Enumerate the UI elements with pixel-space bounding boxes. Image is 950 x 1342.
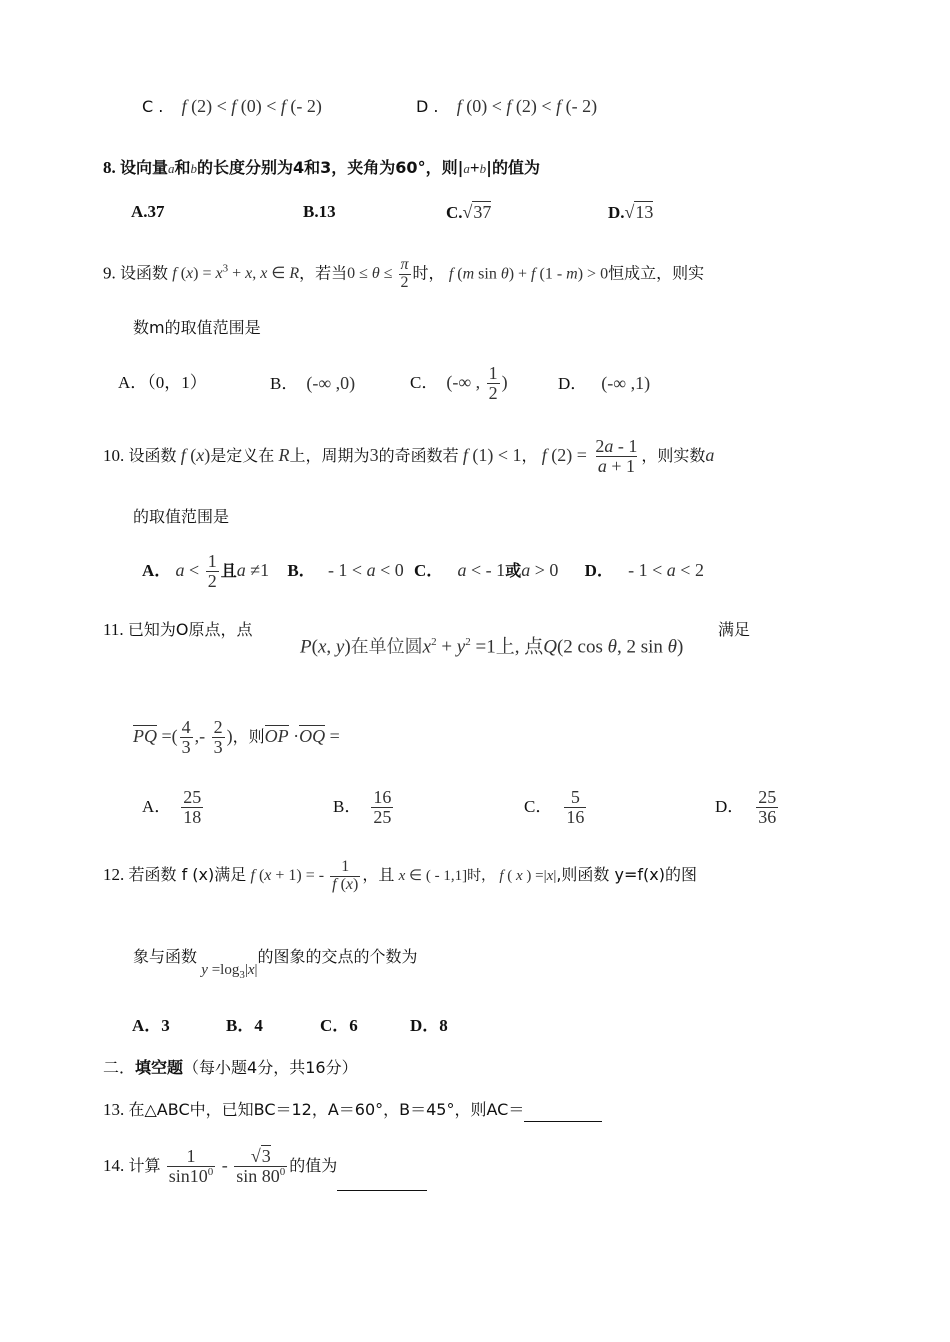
q14-lead: 计算 [128, 1156, 161, 1175]
q13-text: 在△ABC中，已知BC＝12，A＝60°，B＝45°，则AC＝ [128, 1100, 525, 1119]
q8-option-b: B.13 [303, 202, 336, 221]
q9-mid1: ，若当 [299, 263, 348, 283]
q12-option-b: B．4 [226, 1016, 263, 1035]
q13-answer-blank[interactable] [524, 1103, 602, 1122]
q8-option-a: A.37 [131, 202, 165, 221]
section2-heading [103, 1056, 358, 1080]
q10-t4: ， [521, 446, 538, 465]
q10-number: 10. [103, 446, 125, 465]
section2-num: 二． [103, 1058, 136, 1077]
q12-line2b: 的图象的交点的个数为 [257, 947, 418, 966]
q12-lead: 若函数 f (x)满足 [128, 865, 247, 884]
q8-option-c: C.√37 [446, 202, 492, 222]
q9-number: 9. [103, 263, 116, 283]
q10-option-a-label: A． [142, 561, 172, 580]
q9-option-b: B． (-∞ ,0) [270, 373, 356, 393]
q8-stem: 8. 设向量a和b的长度分别为4和3，夹角为60°，则|a+b|的值为 [103, 158, 540, 177]
q12-option-d: D．8 [410, 1016, 448, 1035]
q12-t2: 时， [467, 868, 496, 884]
q10-and: 且 [220, 561, 237, 580]
q11-option-c: C． $\frac{5}{16}$ [524, 787, 585, 828]
q14-tail: 的值为 [289, 1156, 338, 1175]
q8-text-a: 设向量 [120, 158, 169, 177]
q10-line2: 的取值范围是 [133, 507, 230, 526]
q9-tail: 恒成立，则实 [608, 263, 705, 283]
q11-lead: 已知为O原点，点 [127, 620, 253, 639]
q11-option-d: D． $\frac{25}{36}$ [715, 787, 777, 828]
q9-option-c-label: C． [410, 373, 439, 392]
q14 [103, 1140, 427, 1191]
q10-stem: 10. 设函数 f (x)是定义在 R上，周期为3的奇函数若 f (1) < 1， f (2) = $\frac{2a - 1}{a + 1}$ ，则实数a [103, 436, 715, 477]
q10-options: A． a < $\frac{1}{2}$ 且a ≠1 B． - 1 < a < 0 C． a < - 1或a > 0 D． - 1 < a < 2 [142, 551, 704, 592]
q7-option-d-formula: f (0) < f (2) < f (- 2) [456, 96, 598, 116]
q10-option-c-label: C． [414, 561, 444, 580]
q11-option-a: A． $\frac{25}{18}$ [142, 787, 202, 828]
q7-option-d-label: D . [416, 97, 439, 116]
q8-number: 8. [103, 158, 116, 177]
q11-formula: P(x, y)在单位圆$x^2 + y^2 =1$上, 点Q(2 cos θ, 2 sin θ) [300, 636, 684, 658]
q11-vector-eq: PQ =( $\frac{4}{3}$ ,- $\frac{2}{3}$ )，则OP ·OQ = [133, 717, 340, 758]
q10-or: 或 [505, 561, 522, 580]
q11-number: 11. [103, 620, 124, 639]
q9-option-c: C． (-∞ , $\frac{1}{2}$ ) [410, 363, 508, 404]
q9-mid2: 时， [412, 263, 445, 283]
q13 [103, 1098, 602, 1122]
q12-t1: ，且 [362, 865, 395, 884]
q11-option-b: B． $\frac{16}{25}$ [333, 787, 392, 828]
q9-inequality: f (m sin θ) + f (1 - m) > 0 [448, 265, 609, 283]
q11-option-d-label: D． [715, 797, 745, 816]
q10-option-b-label: B． [287, 561, 316, 580]
q9-option-d: D． (-∞ ,1) [558, 373, 651, 393]
q7-option-c-label: C . [142, 97, 164, 116]
q12-line2: 象与函数 $y =\log_3|x|$的图象的交点的个数为 [133, 947, 418, 981]
q9-option-a: A．（0，1） [118, 373, 207, 392]
q9-option-b-label: B． [270, 374, 299, 393]
q9-function-formula: f $(x) = x^3 + x$, x ∈ R [172, 263, 300, 283]
q10-t5: ，则实数 [641, 446, 706, 465]
q8-text-c: 的长度分别为4和3，夹角为60°，则| [197, 158, 464, 177]
q8-text-b: 和 [174, 158, 191, 177]
q10-lead: 设函数 [128, 446, 177, 465]
q7-option-d [416, 94, 597, 119]
q11-option-b-label: B． [333, 797, 362, 816]
section2-note: （每小题4分，共16分） [183, 1058, 358, 1077]
q14-answer-blank[interactable] [337, 1172, 427, 1191]
q10-t2: 上，周期为 [289, 446, 370, 465]
q9-lead: 设函数 [120, 263, 169, 283]
q8-text-d: |的值为 [486, 158, 540, 177]
q10-t1: 是定义在 [210, 446, 275, 465]
q9-option-d-label: D． [558, 374, 588, 393]
q9-line2: 数m的取值范围是 [133, 318, 261, 337]
q12-stem: 12. 若函数 f (x)满足 f (x + 1) = - $\frac{1}{f (x)}$ ，且 x ∈ ( - 1,1]时， f ( x ) =|x|,则函数 y=f(x)的图 [103, 858, 697, 893]
q11-stem [103, 618, 252, 642]
q12-option-c: C．6 [320, 1016, 358, 1035]
q14-formula: $\frac{1}{\sin 10^0}$ - $\frac{√3}{\sin 80^0}$ [168, 1146, 286, 1187]
q9-theta-range: 0 ≤ θ ≤ $\frac{\pi}{2}$ [347, 256, 409, 292]
q12-line2a: 象与函数 [133, 947, 198, 966]
q10-option-d-label: D． [584, 561, 614, 580]
q12-option-a: A．3 [132, 1016, 170, 1035]
q11-then: ，则 [232, 727, 265, 746]
q14-number: 14. [103, 1156, 125, 1175]
q10-t3: 的奇函数若 [378, 446, 459, 465]
q8-option-c-label: C. [446, 203, 463, 222]
q11-tail: 满足 [718, 620, 751, 639]
q12-number: 12. [103, 865, 125, 884]
section2-title: 填空题 [135, 1058, 184, 1077]
q13-number: 13. [103, 1100, 125, 1119]
q11-option-a-label: A． [142, 797, 172, 816]
q9-stem [103, 252, 704, 292]
q8-option-d-label: D. [608, 203, 625, 222]
q12-t3: ,则函数 y=f(x)的图 [556, 865, 697, 884]
q8-option-d: D.√13 [608, 202, 654, 222]
q11-formula-text: 在单位圆 [350, 636, 423, 658]
q7-options [142, 94, 322, 119]
q11-option-c-label: C． [524, 797, 553, 816]
q7-option-c-formula: f (2) < f (0) < f (- 2) [181, 96, 322, 116]
